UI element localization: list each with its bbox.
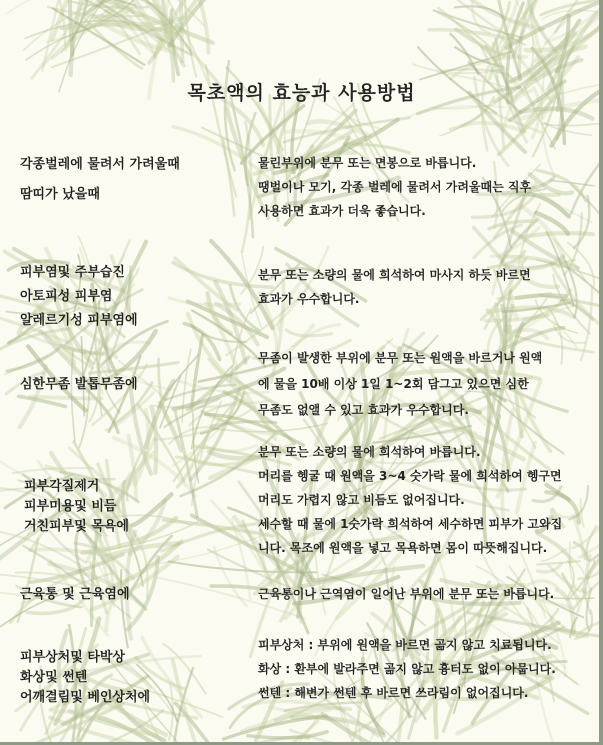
section-2-labels — [20, 261, 138, 333]
section-5-labels — [20, 583, 130, 607]
scribble-stroke — [169, 298, 240, 305]
label-rough-skin-bath: 거친피부및 목욕에 — [24, 519, 129, 534]
desc-line: 땡벌이나 모기, 각종 벌레에 물려서 가려울때는 직후 — [258, 180, 532, 194]
section-4-description — [258, 440, 562, 560]
label-exfoliation: 피부각질제거 — [24, 479, 100, 494]
label-dermatitis-eczema: 피부염및 주부습진 — [20, 265, 125, 280]
desc-line: 분무 또는 소량의 물에 희석하여 바릅니다. — [258, 445, 481, 459]
desc-line: 피부상처 : 부위에 원액을 바르면 곪지 않고 치료됩니다. — [258, 638, 552, 652]
scribble-stroke — [543, 121, 603, 126]
desc-line: 세수할 때 물에 1숫가락 희석하여 세수하면 피부가 고와집 — [258, 517, 563, 531]
label-atopic-dermatitis: 아토피성 피부염 — [20, 289, 113, 304]
page-title: 목초액의 효능과 사용방법 — [187, 82, 416, 104]
label-skin-care-dandruff: 피부미용및 비듬 — [24, 499, 117, 514]
section-2-description — [258, 263, 531, 311]
label-shoulder-cuts: 어깨결림및 베인상처에 — [20, 690, 151, 705]
desc-line: 효과가 우수합니다. — [258, 292, 360, 306]
section-1-labels — [20, 153, 180, 207]
desc-line: 썬텐 : 해변가 썬텐 후 바르면 쓰라림이 없어집니다. — [258, 686, 529, 700]
section-4-labels — [24, 477, 129, 537]
desc-line: 분무 또는 소량의 물에 희석하여 마사지 하듯 바르면 — [258, 268, 531, 282]
frame-right-edge — [599, 0, 603, 745]
desc-line: 물린부위에 분무 또는 면봉으로 바릅니다. — [258, 156, 477, 170]
label-muscle-pain: 근육통 및 근육염에 — [20, 587, 130, 602]
desc-line: 머리를 헹굴 때 원액을 3~4 숫가락 물에 희석하여 헹구면 — [258, 469, 562, 483]
desc-line: 니다. 목조에 원액을 넣고 목욕하면 몸이 따뜻해집니다. — [258, 541, 548, 555]
section-5-description — [258, 582, 554, 606]
desc-line: 무좀도 없앨 수 있고 효과가 우수합니다. — [258, 403, 469, 417]
section-3-labels — [20, 373, 138, 397]
label-heat-rash: 땀띠가 났을때 — [20, 187, 100, 202]
desc-line: 사용하면 효과가 더욱 좋습니다. — [258, 204, 426, 218]
label-burns-suntan: 화상및 썬텐 — [20, 670, 88, 685]
section-6-labels — [20, 648, 150, 708]
label-bug-bite-itch: 각종벌레에 물려서 가려울때 — [20, 157, 180, 172]
desc-line: 근육통이나 근역염이 일어난 부위에 분무 또는 바릅니다. — [258, 587, 555, 601]
scribble-stroke — [581, 287, 592, 360]
desc-line: 화상 : 환부에 발라주면 곪지 않고 흉터도 없이 아뭅니다. — [258, 662, 556, 676]
section-1-description — [258, 151, 531, 223]
label-athletes-foot: 심한무좀 발톱무좀에 — [20, 377, 138, 392]
section-3-description — [258, 346, 542, 422]
section-6-description — [258, 633, 556, 705]
desc-line: 무좀이 발생한 부위에 분무 또는 원액을 바르거나 원액 — [258, 351, 543, 365]
label-allergic-dermatitis: 알레르기성 피부염에 — [20, 313, 138, 328]
desc-line: 에 물을 10배 이상 1일 1~2회 담그고 있으면 심한 — [258, 377, 529, 391]
scribble-stroke — [462, 123, 520, 131]
desc-line: 머리도 가렵지 않고 비듬도 없어집니다. — [258, 493, 465, 507]
label-wounds-bruises: 피부상처및 타박상 — [20, 650, 125, 665]
